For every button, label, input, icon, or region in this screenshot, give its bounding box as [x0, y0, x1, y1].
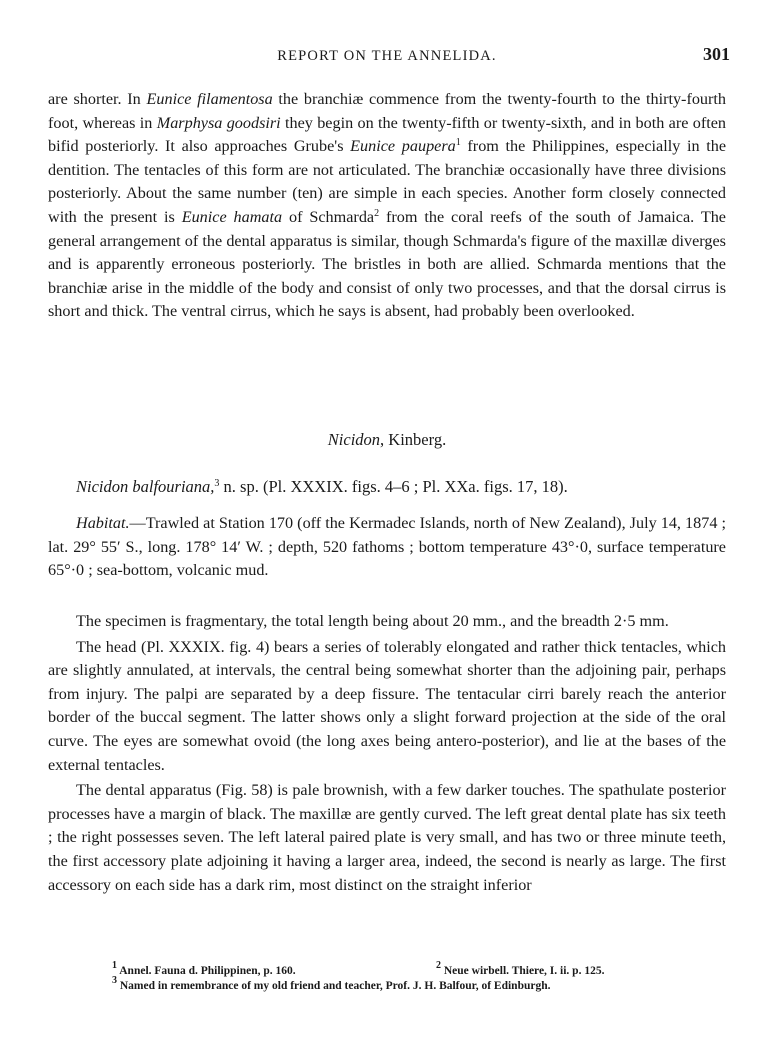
- species-name: Nicidon balfouriana,: [76, 477, 215, 496]
- paragraph-specimen: The specimen is fragmentary, the total length being about 20 mm., and the breadth 2·5 mm.: [76, 612, 669, 630]
- footnote-ref-2: 2: [374, 207, 380, 219]
- genus-name: Nicidon: [327, 430, 381, 449]
- taxon-eunice-hamata: Eunice hamata: [181, 207, 283, 226]
- footnote-3: $^3$ Named in remembrance of my old friend and teacher, Prof. J. H. Balfour, of Edinburgh.: [112, 975, 551, 992]
- paragraph-head: The head (Pl. XXXIX. fig. 4) bears a series of tolerably elongated and rather thick tentacles, which are slightly annulated, at intervals, the central being somewhat shorter than the adjoining pair, perhaps from injury. The palpi are separated by a deep fissure. The tentacular cirri barely reach the anterior border of the buccal segment. The latter shows only a slight forward projection at the side of the oral curve. The eyes are somewhat ovoid (the long axes being antero-posterior), and lie at the bases of the external tentacles.: [48, 637, 726, 774]
- habitat-block: [48, 512, 726, 583]
- genus-author: , Kinberg.: [380, 430, 447, 449]
- taxon-eunice-paupera: Eunice paupera: [350, 137, 456, 156]
- page-header: [48, 44, 730, 68]
- footnote-ref-1: 1: [455, 137, 461, 149]
- species-heading: [76, 477, 726, 497]
- footnote-2: $^2$ Neue wirbell. Thiere, I. ii. p. 125.: [436, 960, 605, 977]
- species-plates: n. sp. (Pl. XXXIX. figs. 4–6 ; Pl. XXa. figs. 17, 18).: [219, 477, 568, 496]
- paragraph-dental-apparatus: The dental apparatus (Fig. 58) is pale brownish, with a few darker touches. The spathulate posterior processes have a margin of black. The maxillæ are gently curved. The left great dental plate has six teeth ; the right possesses seven. The left lateral paired plate is very small, and has two or three minute teeth, the first accessory plate adjoining it having a larger area, indeed, the second is nearly as large. The first accessory on each side has a dark rim, most distinct on the straight inferior: [48, 781, 726, 894]
- taxon-eunice-filamentosa: Eunice filamentosa: [146, 90, 273, 108]
- footnote-1: $^1$ Annel. Fauna d. Philippinen, p. 160.: [112, 960, 296, 977]
- description-block: [48, 610, 726, 899]
- taxon-marphysa-goodsiri: Marphysa goodsiri: [156, 113, 281, 132]
- habitat-label: Habitat.: [76, 514, 130, 532]
- running-head: REPORT ON THE ANNELIDA.: [277, 48, 497, 64]
- footnote-row: [48, 960, 726, 979]
- continued-paragraph-block: [48, 88, 726, 324]
- footnote-ref-3: 3: [214, 478, 220, 489]
- paragraph-eunice-comparison: are shorter. In Eunice filamentosa the branchiæ commence from the twenty-fourth to the thirty-fourth foot, whereas in Marphysa goodsiri they begin on the twenty-fifth or twenty-sixth, and in both are often bifid posteriorly. It also approaches Grube's Eunice paupera$^1$ from the Philippines, especially in the dentition. The tentacles of this form are not articulated. The branchiæ occasionally have three divisions posteriorly. About the same number (ten) are simple in each species. Another form closely connected with the present is Eunice hamata of Schmarda$^2$ from the coral reefs of the south of Jamaica. The general arrangement of the dental apparatus is similar, though Schmarda's figure of the maxillæ diverges and is apparently erroneous posteriorly. The bristles in both are allied. Schmarda mentions that the branchiæ arise in the middle of the body and consist of only two processes, and that the dorsal cirrus is short and thick. The ventral cirrus, which he says is absent, had probably been overlooked.: [48, 90, 727, 321]
- page-number: 301: [703, 44, 730, 64]
- footnotes: [48, 960, 726, 994]
- genus-heading: [48, 430, 726, 450]
- habitat-text: —Trawled at Station 170 (off the Kermadec Islands, north of New Zealand), July 14, 1874 ; lat. 29° 55′ S., long. 178° 14′ W. ; depth, 520 fathoms ; bottom temperature 43°·0, surface temperature 65°·0 ; sea-bottom, volcanic mud.: [48, 514, 726, 580]
- habitat-paragraph: [48, 512, 726, 583]
